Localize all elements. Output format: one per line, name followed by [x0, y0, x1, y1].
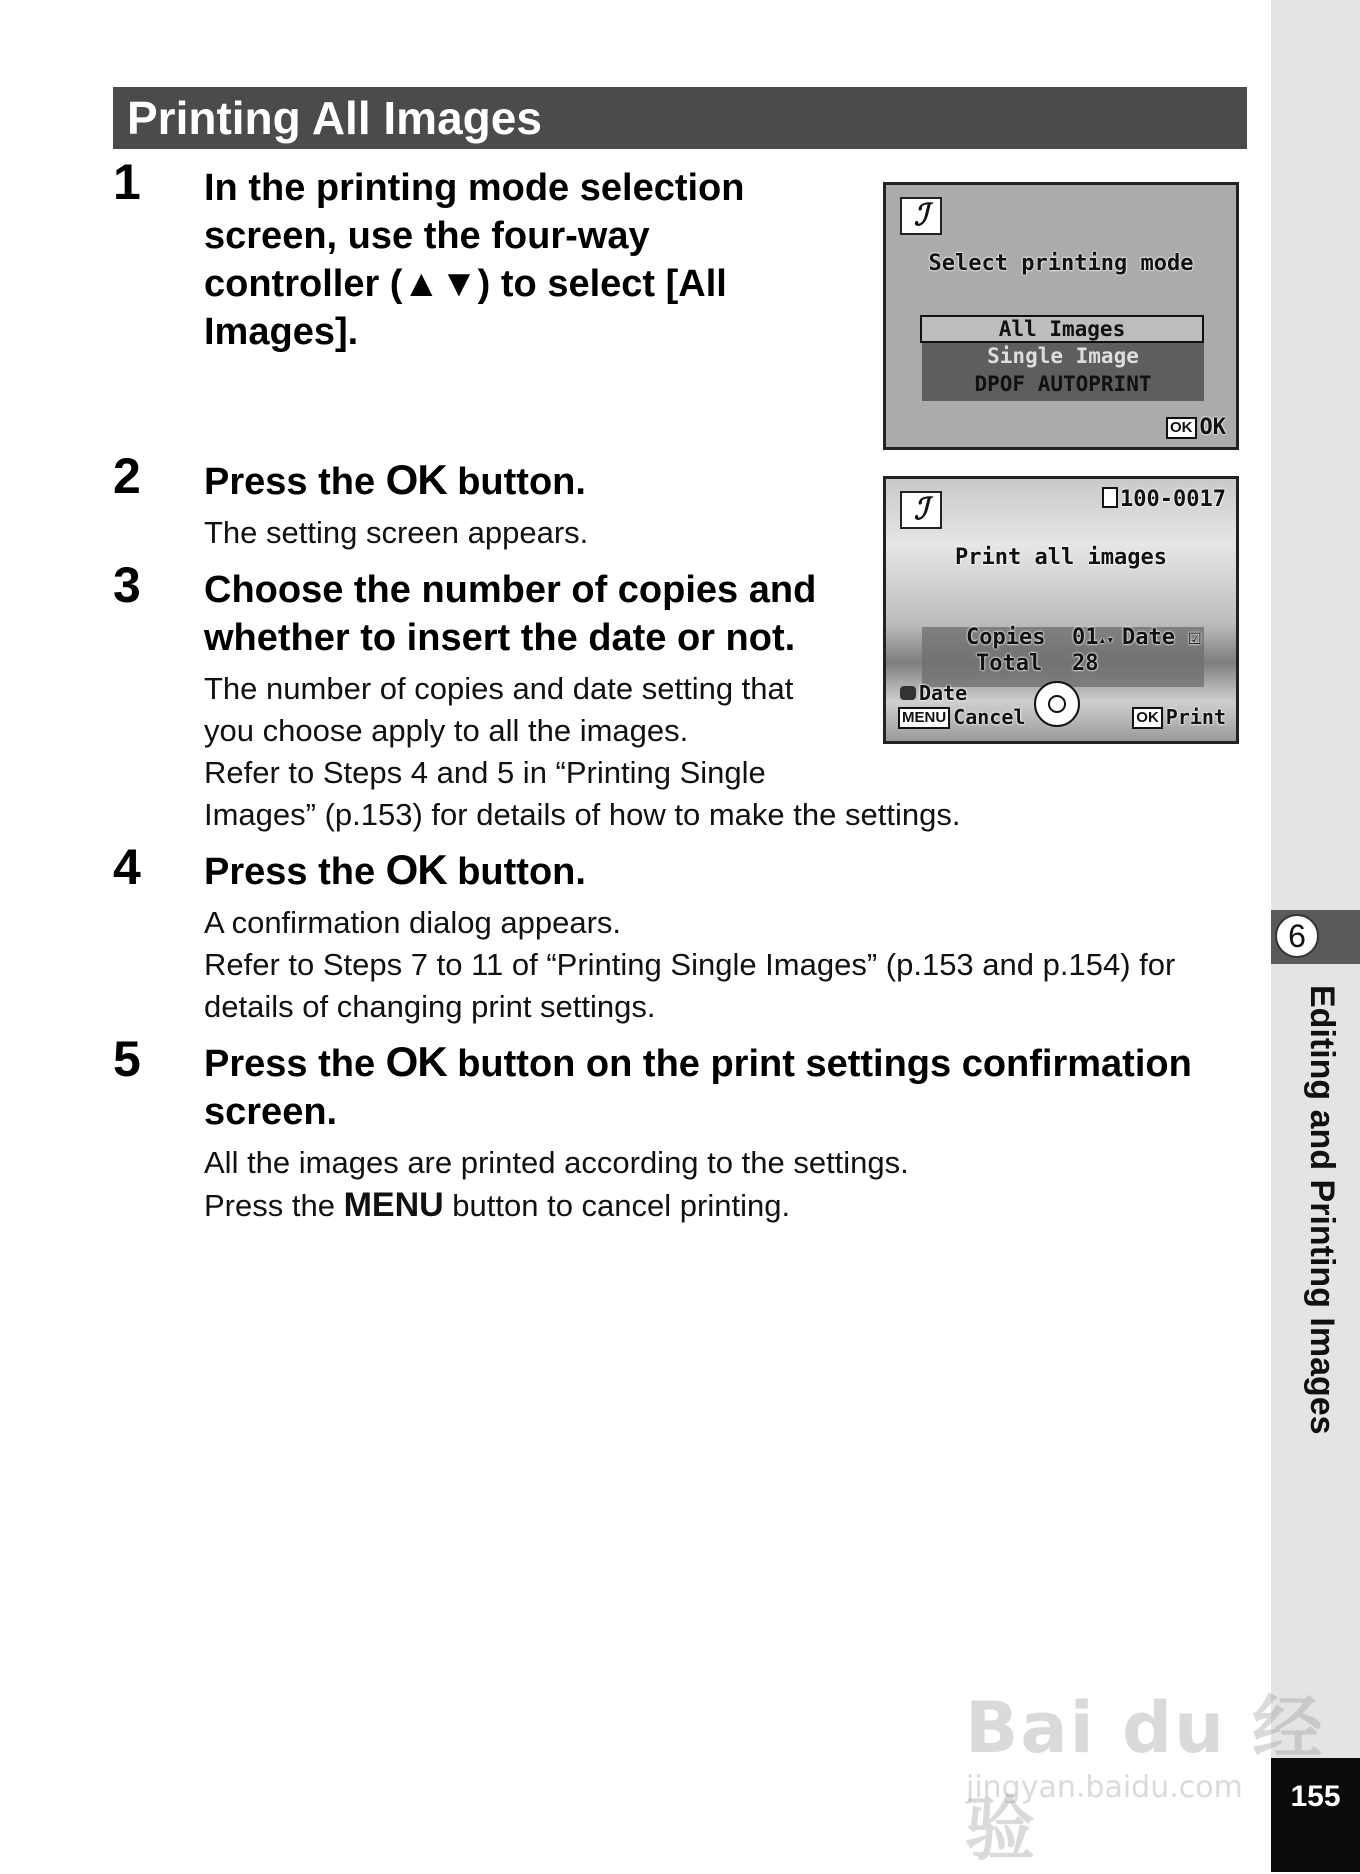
step-5-number: 5: [113, 1031, 141, 1087]
copies-label: Copies: [966, 625, 1046, 650]
step-3-body-line: The number of copies and date setting that: [204, 671, 794, 706]
step-2-body-line: The setting screen appears.: [204, 515, 589, 550]
copies-number: 01: [1072, 625, 1099, 650]
file-number-text: 100-0017: [1120, 487, 1226, 512]
step-5-heading-pre: Press the: [204, 1043, 386, 1085]
baidu-watermark-url: jingyan.baidu.com: [966, 1770, 1243, 1805]
chapter-tab: [1271, 910, 1360, 964]
step-3-heading-line: whether to insert the date or not.: [204, 617, 796, 659]
step-4-number: 4: [113, 839, 141, 895]
step-2-number: 2: [113, 448, 141, 504]
step-3-body-line: Refer to Steps 4 and 5 in “Printing Single: [204, 755, 766, 790]
date-toggle[interactable]: [1122, 625, 1201, 650]
four-way-controller-icon: [1034, 681, 1080, 727]
step-3-number: 3: [113, 557, 141, 613]
step-3-body-line: you choose apply to all the images.: [204, 713, 689, 748]
step-4-heading-post: button.: [446, 851, 586, 893]
step-4-body: [204, 902, 1175, 1028]
step-1-heading-line: Images].: [204, 311, 359, 353]
ok-button-glyph: OK: [385, 456, 447, 503]
screen1-ok-hint[interactable]: [1166, 415, 1226, 440]
step-1-heading-line: In the printing mode selection: [204, 167, 745, 209]
step-4-body-line: Refer to Steps 7 to 11 of “Printing Single Images” (p.153 and p.154) for: [204, 947, 1176, 982]
print-hint[interactable]: [1132, 705, 1226, 729]
menu-item-dpof-autoprint[interactable]: DPOF AUTOPRINT: [974, 372, 1152, 396]
cancel-label: Cancel: [953, 705, 1026, 729]
menu-button-glyph: MENU: [343, 1186, 444, 1224]
step-5-body-line: [204, 1184, 909, 1227]
file-number: [1102, 487, 1226, 512]
step-2-heading-pre: Press the: [204, 461, 386, 503]
ok-label: OK: [1199, 415, 1226, 440]
ok-key-icon: OK: [1166, 417, 1197, 439]
ok-button-glyph: OK: [385, 846, 447, 893]
step-5-heading-line2: screen.: [204, 1091, 338, 1133]
menu-item-single-image[interactable]: Single Image: [987, 344, 1139, 368]
copies-value[interactable]: [1072, 625, 1114, 650]
baidu-watermark: Bai du 经验: [965, 1687, 1325, 1870]
date-label: Date: [1122, 625, 1175, 650]
step-2-heading-post: button.: [446, 461, 586, 503]
step-5-body-line: All the images are printed according to the settings.: [204, 1145, 909, 1180]
step-2-heading: [204, 456, 586, 506]
menu-key-icon: MENU: [898, 707, 950, 729]
step-1-heading: [204, 164, 744, 356]
lcd-select-printing-mode: [883, 182, 1239, 450]
chapter-number: 6: [1275, 914, 1319, 958]
step-5-body2-pre: Press the: [204, 1188, 344, 1223]
step-2-body: [204, 512, 588, 554]
step-4-body-line: details of changing print settings.: [204, 989, 656, 1024]
step-3-heading-line: Choose the number of copies and: [204, 569, 817, 611]
date-button-label: Date: [919, 681, 968, 705]
step-4-body-line: A confirmation dialog appears.: [204, 905, 622, 940]
section-title-bar: [113, 87, 1247, 149]
pictbridge-icon: ℐ: [900, 491, 942, 529]
menu-item-all-images[interactable]: All Images: [920, 315, 1204, 343]
step-5-heading: [204, 1038, 1192, 1136]
step-3-body: [204, 668, 960, 836]
step-5-body: [204, 1142, 909, 1227]
step-4-heading-pre: Press the: [204, 851, 386, 893]
checkbox-checked-icon: ☑: [1188, 625, 1202, 650]
screen1-title: Select printing mode: [928, 251, 1194, 276]
up-down-arrows-icon: ▴▾: [1098, 633, 1115, 648]
chapter-title: Editing and Printing Images: [1303, 985, 1341, 1435]
step-1-heading-line: screen, use the four-way: [204, 215, 650, 257]
step-5-body2-post: button to cancel printing.: [443, 1188, 791, 1223]
step-4-heading: [204, 846, 586, 896]
step-1-heading-line: controller (▲▼) to select [All: [204, 263, 727, 305]
section-title: Printing All Images: [127, 92, 542, 144]
step-3-body-line: Images” (p.153) for details of how to make the settings.: [204, 797, 961, 832]
folder-icon: [1102, 487, 1118, 508]
step-5-heading-post: button on the print settings confirmation: [446, 1043, 1192, 1085]
total-label: Total: [976, 651, 1043, 676]
screen2-title: Print all images: [955, 545, 1167, 570]
page-number: 155: [1290, 1780, 1341, 1813]
step-3-heading: [204, 566, 816, 662]
print-label: Print: [1165, 705, 1226, 729]
ok-key-icon: OK: [1132, 707, 1163, 729]
step-1-number: 1: [113, 154, 141, 210]
ok-button-glyph: OK: [385, 1038, 447, 1085]
total-value: 28: [1072, 651, 1099, 676]
pictbridge-icon: ℐ: [900, 197, 942, 235]
